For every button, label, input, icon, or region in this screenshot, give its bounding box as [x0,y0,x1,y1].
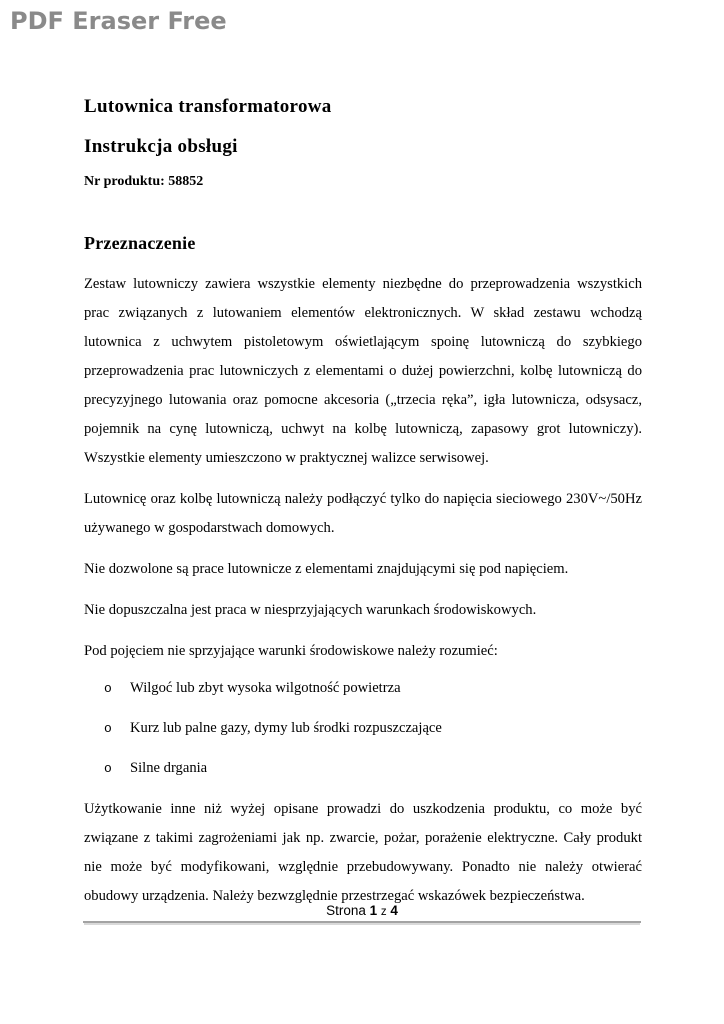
bullet-list [84,674,642,783]
list-intro: Pod pojęciem nie sprzyjające warunki środowiskowe należy rozumieć: [84,643,498,659]
list-item-text: Wilgoć lub zbyt wysoka wilgotność powietrza [130,680,401,696]
list-item [84,674,642,703]
circle-bullet-icon: o [104,761,112,776]
document-title: Lutownica transformatorowa [84,96,332,117]
document-content [84,0,642,911]
page-footer [83,903,641,923]
footer-separator: z [380,906,387,918]
pdf-eraser-watermark: PDF Eraser Free [10,7,227,35]
list-item [84,714,642,743]
list-item [84,754,642,783]
list-item-text: Kurz lub palne gazy, dymy lub środki rozpuszczające [130,720,442,736]
paragraph-misuse-warning: Użytkowanie inne niż wyżej opisane prowadzi do uszkodzenia produktu, co może być związane z takimi zagrożeniami jak np. zwarcie, pożar, porażenie elektryczne. Cały produkt nie może być modyfikowani, względnie przebudowywany. Ponadto nie należy otwierać obudowy urządzenia. Należy bezwzględnie przestrzegać wskazówek bezpieczeństwa. [84,801,642,904]
paragraph-no-live-parts: Nie dozwolone są prace lutownicze z elementami znajdującymi się pod napięciem. [84,561,569,577]
product-number: Nr produktu: 58852 [84,174,204,189]
footer-label: Strona [326,903,366,918]
circle-bullet-icon: o [104,721,112,736]
circle-bullet-icon: o [104,681,112,696]
footer-total-pages: 4 [390,903,398,918]
document-subtitle: Instrukcja obsługi [84,136,238,157]
list-item-text: Silne drgania [130,760,208,776]
paragraph-kit-contents: Zestaw lutowniczy zawiera wszystkie elementy niezbędne do przeprowadzenia wszystkich prac związanych z lutowaniem elementów elektronicznych. W skład zestawu wchodzą lutownica z uchwytem pistoletowym oświetlającym spoinę lutowniczą do szybkiego przeprowadzenia prac lutowniczych z elementami o dużej powierzchni, kolbę lutowniczą do precyzyjnego lutowania oraz pomocne akcesoria („trzecia ręka”, igła lutownicza, odsysacz, pojemnik na cynę lutowniczą, uchwyt na kolbę lutowniczą, zapasowy grot lutowniczy). Wszystkie elementy umieszczono w praktycznej walizce serwisowej. [84,276,642,466]
footer-page-number: 1 [369,903,378,918]
section-heading-przeznaczenie: Przeznaczenie [84,233,196,253]
paragraph-mains-voltage: Lutownicę oraz kolbę lutowniczą należy podłączyć tylko do napięcia sieciowego 230V~/50Hz używanego w gospodarstwach domowych. [84,491,642,536]
paragraph-no-adverse-conditions: Nie dopuszczalna jest praca w niesprzyjających warunkach środowiskowych. [84,602,537,618]
